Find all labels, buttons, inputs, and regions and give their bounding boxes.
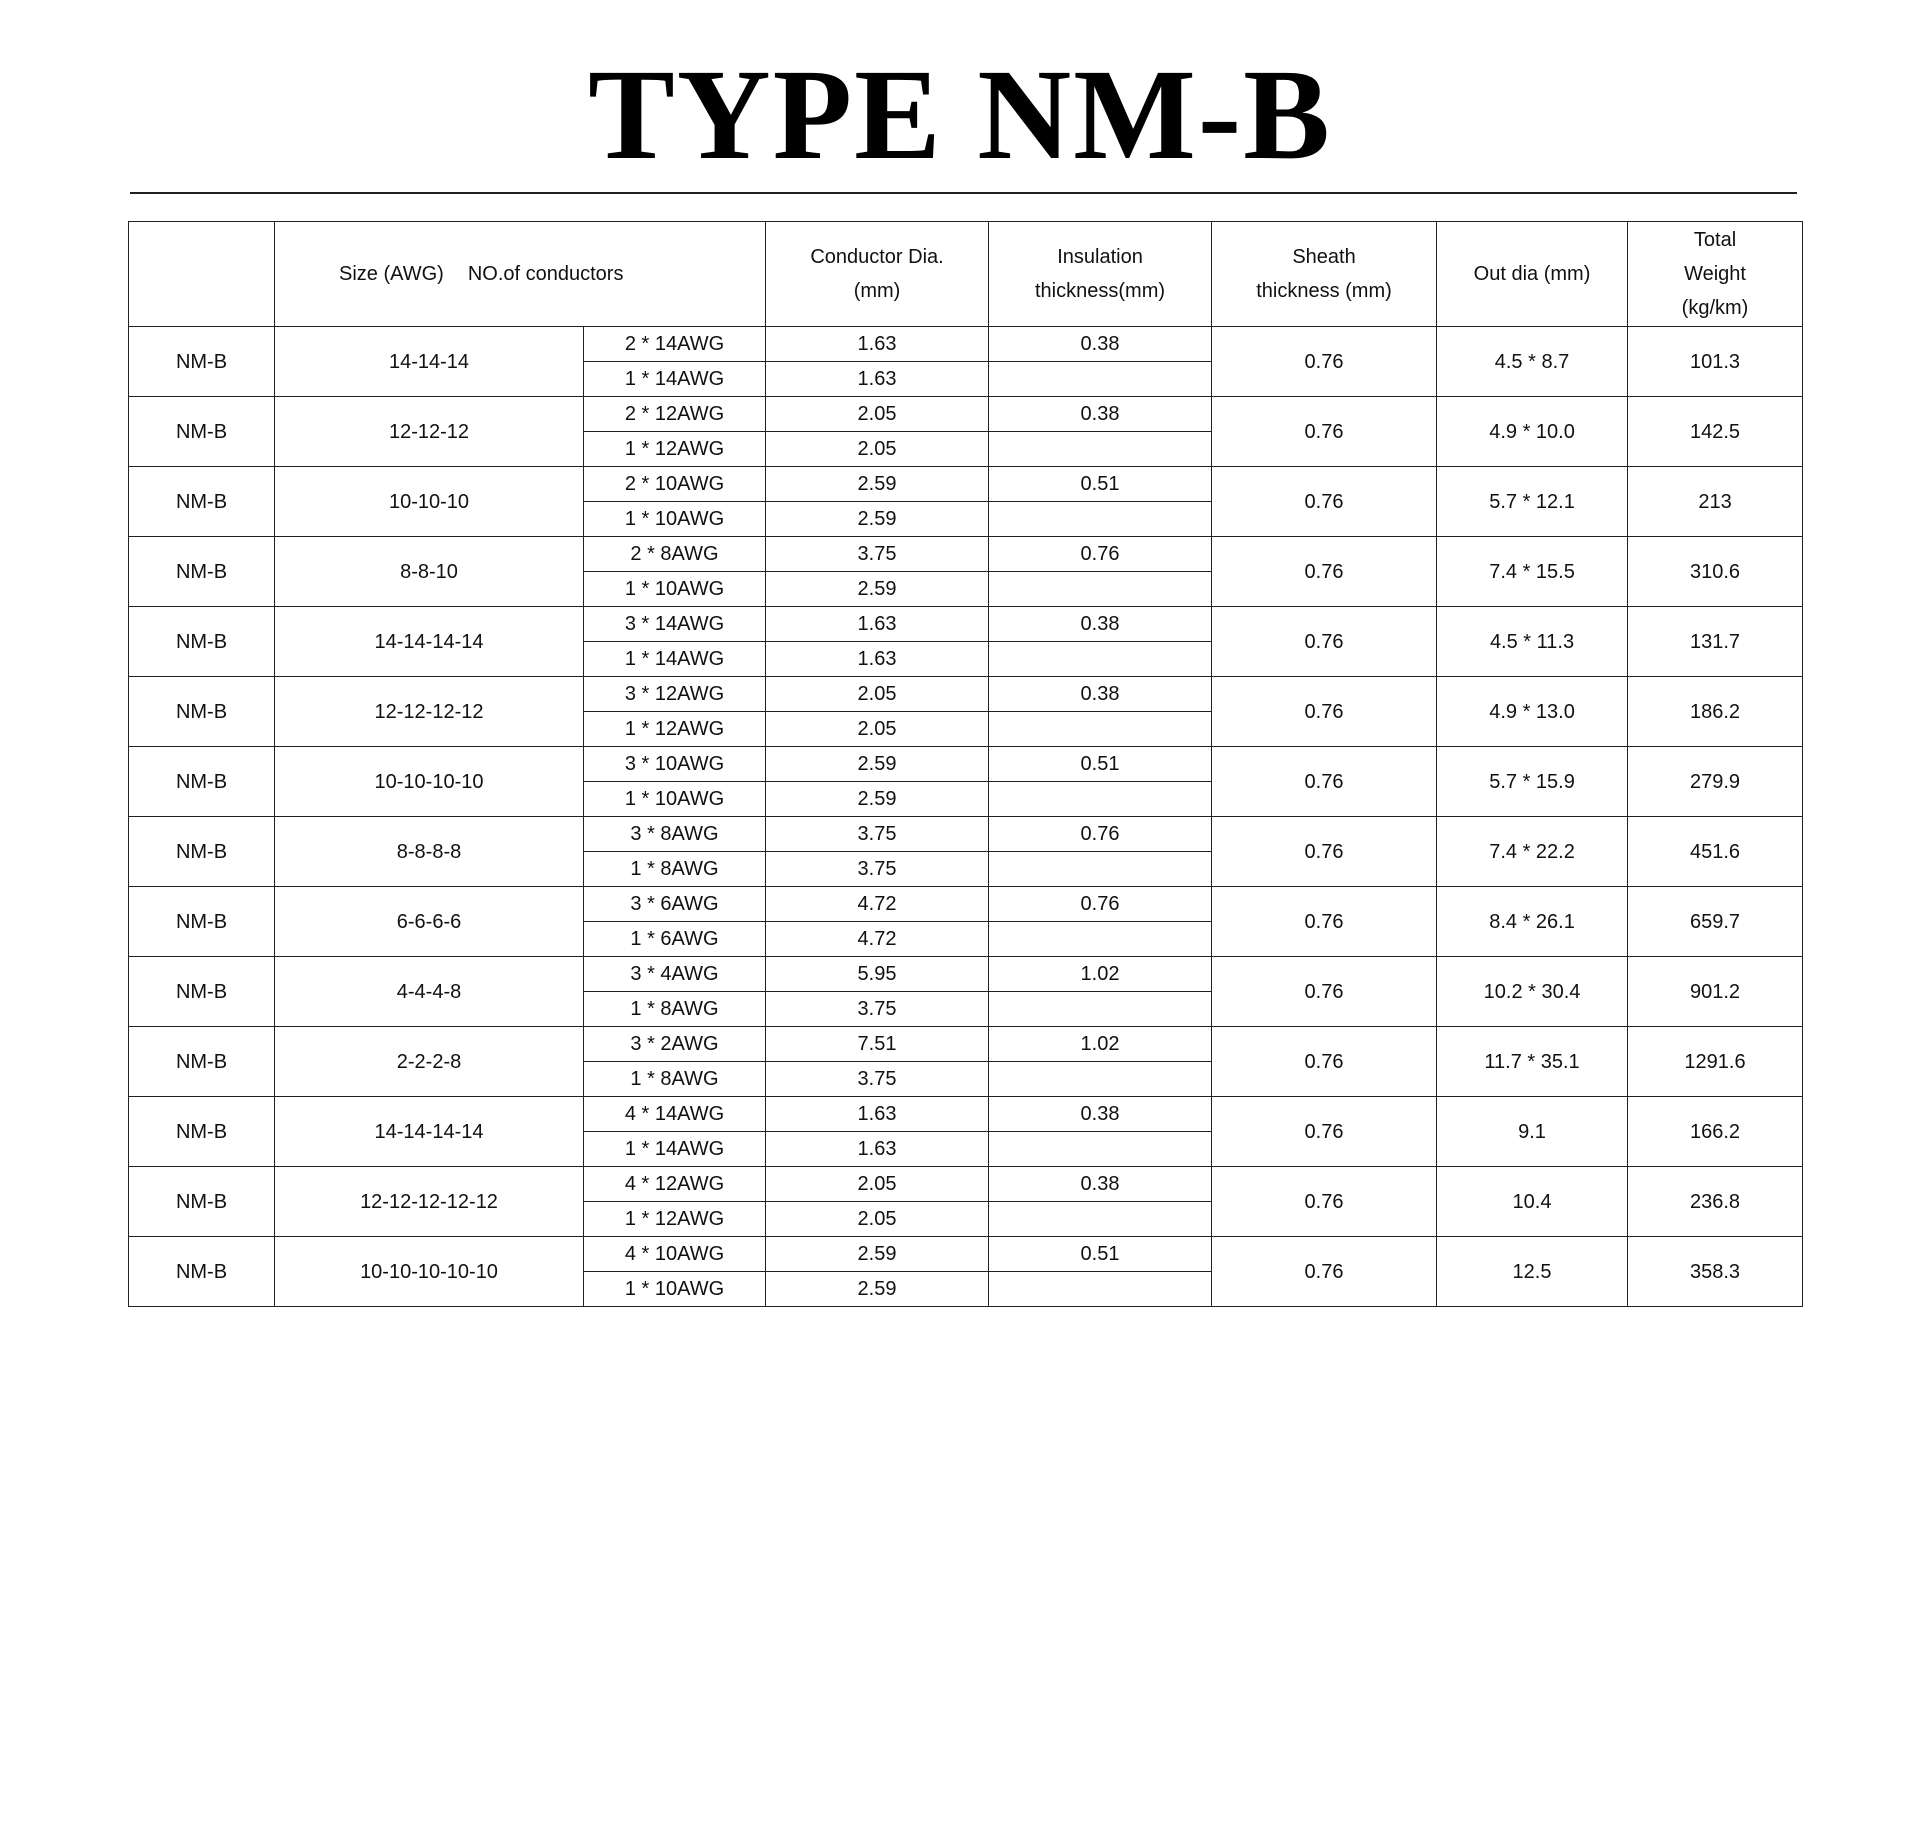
out-dia: 7.4 * 22.2	[1437, 817, 1628, 887]
conductor-dia: 1.63	[766, 607, 989, 642]
conductor-dia: 2.59	[766, 1272, 989, 1307]
conductor-count: 4 * 10AWG	[584, 1237, 766, 1272]
out-dia: 4.5 * 11.3	[1437, 607, 1628, 677]
conductor-dia: 5.95	[766, 957, 989, 992]
table-row	[129, 467, 1803, 502]
conductor-count: 3 * 12AWG	[584, 677, 766, 712]
header-weight-line2: Weight	[1684, 263, 1746, 285]
out-dia: 5.7 * 15.9	[1437, 747, 1628, 817]
header-size-cell	[275, 222, 766, 327]
conductor-count: 1 * 10AWG	[584, 1272, 766, 1307]
insulation-thickness-empty	[989, 852, 1212, 887]
header-insulation-line2: thickness(mm)	[1035, 280, 1166, 302]
cable-type: NM-B	[129, 747, 275, 817]
cable-type: NM-B	[129, 327, 275, 397]
insulation-thickness: 0.51	[989, 747, 1212, 782]
header-row	[129, 222, 1803, 327]
sheath-thickness: 0.76	[1212, 467, 1437, 537]
conductor-count: 3 * 8AWG	[584, 817, 766, 852]
insulation-thickness: 0.38	[989, 397, 1212, 432]
table-row	[129, 887, 1803, 922]
conductor-count: 2 * 12AWG	[584, 397, 766, 432]
conductor-count: 1 * 8AWG	[584, 852, 766, 887]
conductor-dia: 1.63	[766, 362, 989, 397]
cable-size: 14-14-14-14	[275, 1097, 584, 1167]
table-row	[129, 327, 1803, 362]
conductor-dia: 2.05	[766, 1202, 989, 1237]
conductor-dia: 2.59	[766, 502, 989, 537]
out-dia: 11.7 * 35.1	[1437, 1027, 1628, 1097]
out-dia: 8.4 * 26.1	[1437, 887, 1628, 957]
total-weight: 310.6	[1628, 537, 1803, 607]
total-weight: 901.2	[1628, 957, 1803, 1027]
cable-type: NM-B	[129, 607, 275, 677]
table-row	[129, 607, 1803, 642]
total-weight: 358.3	[1628, 1237, 1803, 1307]
sheath-thickness: 0.76	[1212, 1167, 1437, 1237]
conductor-count: 1 * 14AWG	[584, 362, 766, 397]
conductor-dia: 2.05	[766, 677, 989, 712]
total-weight: 279.9	[1628, 747, 1803, 817]
header-conductor-dia	[766, 222, 989, 327]
insulation-thickness-empty	[989, 782, 1212, 817]
header-conductors: NO.of conductors	[467, 263, 624, 285]
conductor-count: 1 * 14AWG	[584, 1132, 766, 1167]
total-weight: 213	[1628, 467, 1803, 537]
insulation-thickness: 0.76	[989, 817, 1212, 852]
sheath-thickness: 0.76	[1212, 1237, 1437, 1307]
conductor-dia: 2.05	[766, 432, 989, 467]
total-weight: 101.3	[1628, 327, 1803, 397]
total-weight: 1291.6	[1628, 1027, 1803, 1097]
cable-type: NM-B	[129, 1097, 275, 1167]
header-weight-line1: Total	[1693, 229, 1737, 251]
conductor-count: 1 * 8AWG	[584, 1062, 766, 1097]
cable-type: NM-B	[129, 887, 275, 957]
table-row	[129, 1027, 1803, 1062]
cable-size: 10-10-10-10-10	[275, 1237, 584, 1307]
sheath-thickness: 0.76	[1212, 327, 1437, 397]
insulation-thickness-empty	[989, 1272, 1212, 1307]
conductor-count: 1 * 10AWG	[584, 502, 766, 537]
cable-type: NM-B	[129, 957, 275, 1027]
conductor-count: 1 * 14AWG	[584, 642, 766, 677]
table-row	[129, 537, 1803, 572]
insulation-thickness-empty	[989, 712, 1212, 747]
header-insulation	[989, 222, 1212, 327]
sheath-thickness: 0.76	[1212, 607, 1437, 677]
conductor-count: 2 * 10AWG	[584, 467, 766, 502]
page-title: TYPE NM-B	[588, 43, 1332, 187]
cable-type: NM-B	[129, 817, 275, 887]
insulation-thickness-empty	[989, 1062, 1212, 1097]
insulation-thickness: 0.51	[989, 1237, 1212, 1272]
header-size: Size (AWG)	[339, 263, 444, 285]
table-row	[129, 957, 1803, 992]
cable-size: 8-8-10	[275, 537, 584, 607]
total-weight: 451.6	[1628, 817, 1803, 887]
total-weight: 142.5	[1628, 397, 1803, 467]
header-insulation-line1: Insulation	[1057, 246, 1143, 268]
insulation-thickness: 0.38	[989, 677, 1212, 712]
total-weight: 166.2	[1628, 1097, 1803, 1167]
conductor-count: 3 * 4AWG	[584, 957, 766, 992]
cable-size: 12-12-12	[275, 397, 584, 467]
sheath-thickness: 0.76	[1212, 817, 1437, 887]
insulation-thickness: 0.38	[989, 1167, 1212, 1202]
cable-size: 12-12-12-12	[275, 677, 584, 747]
cable-size: 14-14-14-14	[275, 607, 584, 677]
cable-type: NM-B	[129, 397, 275, 467]
insulation-thickness: 0.76	[989, 887, 1212, 922]
cable-size: 8-8-8-8	[275, 817, 584, 887]
insulation-thickness-empty	[989, 1202, 1212, 1237]
conductor-count: 3 * 14AWG	[584, 607, 766, 642]
spec-table	[128, 221, 1803, 1307]
insulation-thickness-empty	[989, 502, 1212, 537]
conductor-dia: 3.75	[766, 992, 989, 1027]
cable-type: NM-B	[129, 467, 275, 537]
sheath-thickness: 0.76	[1212, 677, 1437, 747]
out-dia: 9.1	[1437, 1097, 1628, 1167]
out-dia: 10.2 * 30.4	[1437, 957, 1628, 1027]
conductor-dia: 2.59	[766, 1237, 989, 1272]
cable-size: 10-10-10-10	[275, 747, 584, 817]
header-sheath-line1: Sheath	[1292, 246, 1356, 268]
header-sheath	[1212, 222, 1437, 327]
cable-type: NM-B	[129, 677, 275, 747]
conductor-count: 4 * 12AWG	[584, 1167, 766, 1202]
conductor-dia: 4.72	[766, 922, 989, 957]
insulation-thickness-empty	[989, 572, 1212, 607]
header-out-dia: Out dia (mm)	[1437, 222, 1628, 327]
conductor-dia: 1.63	[766, 642, 989, 677]
conductor-dia: 3.75	[766, 1062, 989, 1097]
sheath-thickness: 0.76	[1212, 747, 1437, 817]
header-weight-line3: (kg/km)	[1681, 297, 1749, 319]
table-row	[129, 677, 1803, 712]
sheath-thickness: 0.76	[1212, 887, 1437, 957]
cable-type: NM-B	[129, 1027, 275, 1097]
conductor-count: 1 * 10AWG	[584, 572, 766, 607]
conductor-count: 2 * 14AWG	[584, 327, 766, 362]
conductor-dia: 1.63	[766, 1132, 989, 1167]
conductor-dia: 4.72	[766, 887, 989, 922]
insulation-thickness: 0.51	[989, 467, 1212, 502]
insulation-thickness-empty	[989, 362, 1212, 397]
out-dia: 7.4 * 15.5	[1437, 537, 1628, 607]
cable-size: 2-2-2-8	[275, 1027, 584, 1097]
total-weight: 659.7	[1628, 887, 1803, 957]
conductor-count: 1 * 10AWG	[584, 782, 766, 817]
sheath-thickness: 0.76	[1212, 1097, 1437, 1167]
table-row	[129, 817, 1803, 852]
header-sheath-line2: thickness (mm)	[1256, 280, 1392, 302]
cable-size: 14-14-14	[275, 327, 584, 397]
conductor-count: 1 * 12AWG	[584, 432, 766, 467]
conductor-count: 4 * 14AWG	[584, 1097, 766, 1132]
cable-type: NM-B	[129, 537, 275, 607]
cable-size: 12-12-12-12-12	[275, 1167, 584, 1237]
total-weight: 186.2	[1628, 677, 1803, 747]
table-row	[129, 397, 1803, 432]
conductor-count: 2 * 8AWG	[584, 537, 766, 572]
title-divider	[130, 192, 1797, 194]
total-weight: 131.7	[1628, 607, 1803, 677]
header-weight	[1628, 222, 1803, 327]
conductor-count: 1 * 12AWG	[584, 1202, 766, 1237]
cable-size: 4-4-4-8	[275, 957, 584, 1027]
conductor-dia: 2.59	[766, 782, 989, 817]
total-weight: 236.8	[1628, 1167, 1803, 1237]
conductor-count: 1 * 12AWG	[584, 712, 766, 747]
conductor-count: 3 * 10AWG	[584, 747, 766, 782]
insulation-thickness: 1.02	[989, 1027, 1212, 1062]
out-dia: 10.4	[1437, 1167, 1628, 1237]
conductor-dia: 2.05	[766, 1167, 989, 1202]
header-conductor-dia-line2: (mm)	[853, 280, 901, 302]
insulation-thickness-empty	[989, 642, 1212, 677]
conductor-dia: 2.05	[766, 397, 989, 432]
insulation-thickness: 0.76	[989, 537, 1212, 572]
sheath-thickness: 0.76	[1212, 397, 1437, 467]
cable-size: 6-6-6-6	[275, 887, 584, 957]
cable-type: NM-B	[129, 1237, 275, 1307]
conductor-count: 1 * 8AWG	[584, 992, 766, 1027]
conductor-dia: 1.63	[766, 1097, 989, 1132]
cable-type: NM-B	[129, 1167, 275, 1237]
table-row	[129, 1237, 1803, 1272]
conductor-count: 3 * 6AWG	[584, 887, 766, 922]
table-row	[129, 1097, 1803, 1132]
conductor-dia: 3.75	[766, 852, 989, 887]
insulation-thickness: 0.38	[989, 607, 1212, 642]
sheath-thickness: 0.76	[1212, 1027, 1437, 1097]
table-row	[129, 1167, 1803, 1202]
insulation-thickness: 1.02	[989, 957, 1212, 992]
out-dia: 4.5 * 8.7	[1437, 327, 1628, 397]
conductor-dia: 2.05	[766, 712, 989, 747]
insulation-thickness-empty	[989, 992, 1212, 1027]
conductor-dia: 1.63	[766, 327, 989, 362]
conductor-dia: 3.75	[766, 817, 989, 852]
out-dia: 5.7 * 12.1	[1437, 467, 1628, 537]
out-dia: 4.9 * 13.0	[1437, 677, 1628, 747]
conductor-dia: 2.59	[766, 572, 989, 607]
conductor-count: 1 * 6AWG	[584, 922, 766, 957]
table-row	[129, 747, 1803, 782]
header-type-cell	[129, 222, 275, 327]
insulation-thickness-empty	[989, 432, 1212, 467]
cable-size: 10-10-10	[275, 467, 584, 537]
conductor-count: 3 * 2AWG	[584, 1027, 766, 1062]
conductor-dia: 7.51	[766, 1027, 989, 1062]
insulation-thickness-empty	[989, 922, 1212, 957]
conductor-dia: 2.59	[766, 467, 989, 502]
insulation-thickness: 0.38	[989, 1097, 1212, 1132]
out-dia: 4.9 * 10.0	[1437, 397, 1628, 467]
sheath-thickness: 0.76	[1212, 957, 1437, 1027]
conductor-dia: 3.75	[766, 537, 989, 572]
out-dia: 12.5	[1437, 1237, 1628, 1307]
header-conductor-dia-line1: Conductor Dia.	[810, 246, 944, 268]
sheath-thickness: 0.76	[1212, 537, 1437, 607]
insulation-thickness: 0.38	[989, 327, 1212, 362]
conductor-dia: 2.59	[766, 747, 989, 782]
insulation-thickness-empty	[989, 1132, 1212, 1167]
